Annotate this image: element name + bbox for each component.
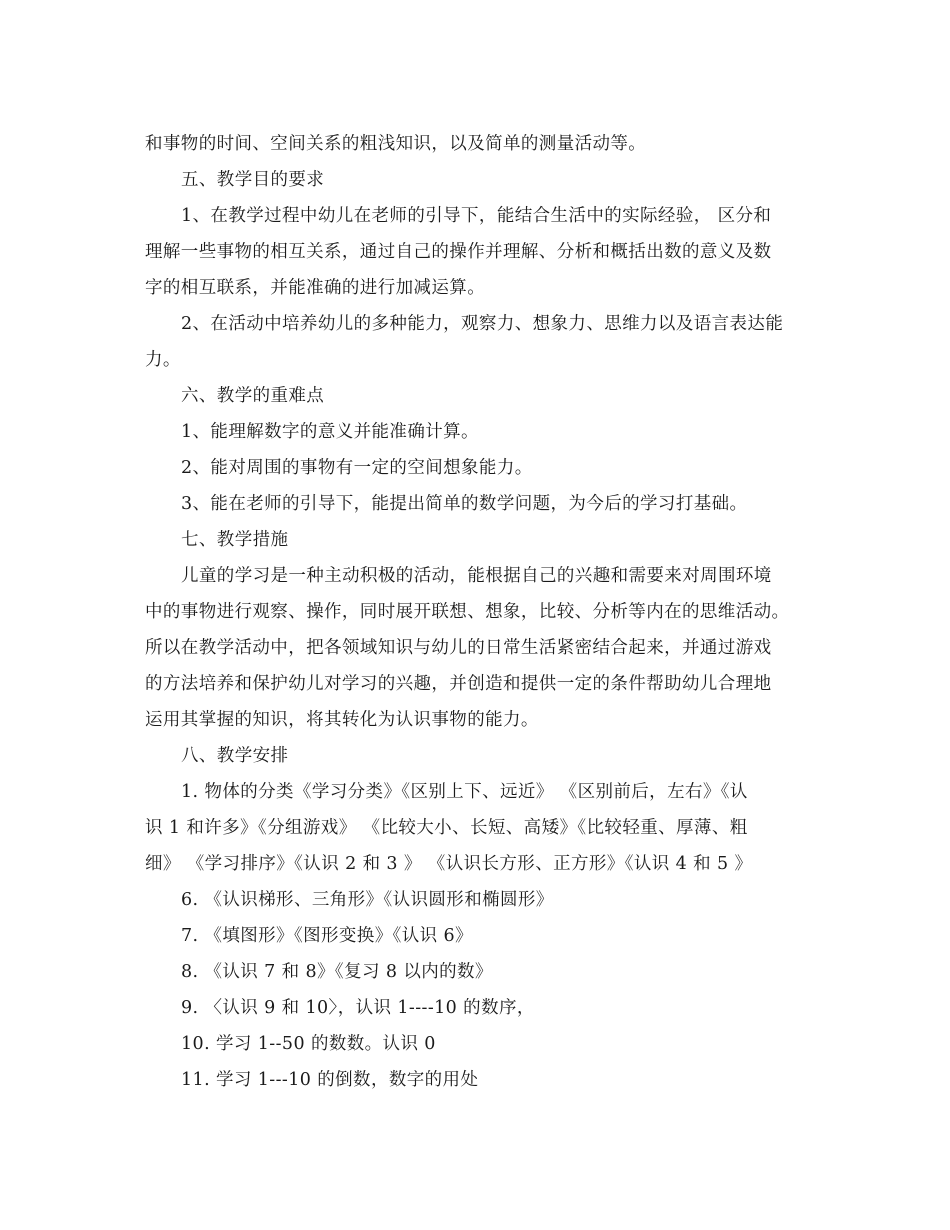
text-line: 字的相互联系，并能准确的进行加减运算。 bbox=[145, 278, 486, 298]
text-line: 运用其掌握的知识，将其转化为认识事物的能力。 bbox=[145, 710, 539, 730]
text-line: 力。 bbox=[145, 350, 181, 370]
text-line: 1、在教学过程中幼儿在老师的引导下，能结合生活中的实际经验， 区分和 bbox=[181, 206, 772, 226]
text-line: 2、在活动中培养幼儿的多种能力，观察力、想象力、思维力以及语言表达能 bbox=[181, 314, 784, 334]
text-line: 6. 《认识梯形、三角形》《认识圆形和椭圆形》 bbox=[181, 890, 554, 910]
section-heading: 六、教学的重难点 bbox=[181, 386, 325, 406]
text-line: 8. 《认识 7 和 8》《复习 8 以内的数》 bbox=[181, 962, 493, 982]
text-line: 1、能理解数字的意义并能准确计算。 bbox=[181, 422, 479, 442]
section-heading: 七、教学措施 bbox=[181, 530, 289, 550]
document-body bbox=[145, 126, 810, 1098]
text-line: 1. 物体的分类《学习分类》《区别上下、远近》 《区别前后，左右》《认 bbox=[181, 782, 748, 802]
text-line: 儿童的学习是一种主动积极的活动，能根据自己的兴趣和需要来对周围环境 bbox=[181, 566, 772, 586]
section-heading: 五、教学目的要求 bbox=[181, 170, 325, 190]
text-line: 所以在教学活动中，把各领域知识与幼儿的日常生活紧密结合起来，并通过游戏 bbox=[145, 638, 772, 658]
text-line: 中的事物进行观察、操作，同时展开联想、想象，比较、分析等内在的思维活动。 bbox=[145, 602, 790, 622]
text-line: 理解一些事物的相互关系，通过自己的操作并理解、分析和概括出数的意义及数 bbox=[145, 242, 772, 262]
section-heading: 八、教学安排 bbox=[181, 746, 289, 766]
text-line: 识 1 和许多》《分组游戏》 《比较大小、长短、高矮》《比较轻重、厚薄、粗 bbox=[145, 818, 748, 838]
text-line: 3、能在老师的引导下，能提出简单的数学问题，为今后的学习打基础。 bbox=[181, 494, 748, 514]
text-line: 11. 学习 1---10 的倒数，数字的用处 bbox=[181, 1070, 479, 1090]
text-line: 7. 《填图形》《图形变换》《认识 6》 bbox=[181, 926, 473, 946]
text-line: 细》 《学习排序》《认识 2 和 3 》 《认识长方形、正方形》《认识 4 和 5 》 bbox=[145, 854, 753, 874]
text-line: 和事物的时间、空间关系的粗浅知识，以及简单的测量活动等。 bbox=[145, 134, 647, 154]
text-line: 2、能对周围的事物有一定的空间想象能力。 bbox=[181, 458, 533, 478]
text-line: 的方法培养和保护幼儿对学习的兴趣，并创造和提供一定的条件帮助幼儿合理地 bbox=[145, 674, 772, 694]
text-line: 10. 学习 1--50 的数数。认识 0 bbox=[181, 1034, 436, 1054]
text-line: 9. 〈认识 9 和 10〉，认识 1----10 的数序， bbox=[181, 998, 535, 1018]
